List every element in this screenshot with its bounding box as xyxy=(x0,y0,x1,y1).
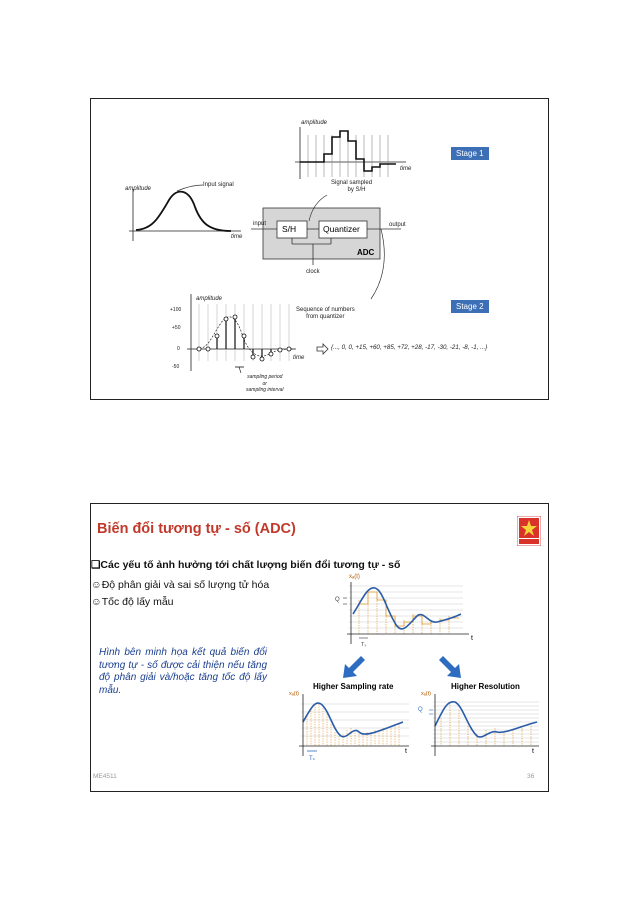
higher-sampling-label: Higher Sampling rate xyxy=(313,682,394,691)
higher-resolution-label: Higher Resolution xyxy=(451,682,520,691)
sequence-line2: from quantizer xyxy=(306,314,345,320)
plot-higher-sampling xyxy=(299,694,409,756)
signal-sampled-label xyxy=(331,180,372,194)
footer-course-code: ME4511 xyxy=(93,773,117,780)
input-signal-plot xyxy=(129,185,241,241)
figure-caption: Hình bên minh họa kết quả biến đổi tương tự - số được cải thiện nếu tăng độ phân giải và/hoặc tăng tốc độ lấy mẫu. xyxy=(99,647,267,696)
y-tick-0: 0 xyxy=(177,346,180,352)
section-heading: ❑Các yếu tố ảnh hưởng tới chất lượng biến đổi tương tự - số xyxy=(91,559,401,571)
slide-title: Biến đổi tương tự - số (ADC) xyxy=(97,521,296,537)
pointer-arrow-icon xyxy=(317,344,328,354)
ts-label-top: Tₛ xyxy=(361,642,367,648)
xa-label-top: xₐ(t) xyxy=(349,574,360,580)
adc-block xyxy=(251,195,401,299)
time-label-top: time xyxy=(400,166,412,172)
input-label: input xyxy=(253,221,267,227)
amplitude-label-left: amplitude xyxy=(125,186,152,192)
sampling-line3: sampling interval xyxy=(246,387,284,393)
t-label-bottom-left: t xyxy=(405,748,407,755)
output-label: output xyxy=(389,222,406,228)
clock-label: clock xyxy=(306,269,320,275)
sampling-period-label xyxy=(246,374,284,394)
sequence-line1: Sequence of numbers xyxy=(296,307,355,313)
adc-diagram xyxy=(91,99,550,401)
bullet-resolution: ☺Độ phân giải và sai số lượng tử hóa xyxy=(91,579,270,591)
sampling-line1: sampling period xyxy=(247,374,283,380)
xa-label-right: xₐ(t) xyxy=(421,691,431,697)
arrow-down-right-icon xyxy=(439,656,461,678)
ts-label-bottom: Tₛ xyxy=(309,756,315,762)
y-tick-minus50: -50 xyxy=(172,364,180,370)
y-tick-100: +100 xyxy=(170,307,182,313)
footer-page-number: 36 xyxy=(527,773,535,780)
slide-adc-quality xyxy=(90,503,549,792)
signal-sampled-line1: Signal sampled xyxy=(331,180,373,186)
bullet-sampling-rate: ☺Tốc độ lấy mẫu xyxy=(91,596,174,608)
stage2-plot xyxy=(187,294,296,373)
arrow-down-left-icon xyxy=(343,656,365,678)
sequence-label xyxy=(296,307,355,321)
number-sequence: {..., 0, 0, +15, +60, +85, +72, +28, -17, -30, -21, -8, -1, ...} xyxy=(331,344,488,351)
y-tick-50: +50 xyxy=(172,325,181,331)
t-label-top: t xyxy=(471,635,473,642)
quantizer-block: Quantizer xyxy=(323,224,360,234)
stage1-plot xyxy=(295,127,406,179)
sampling-figures xyxy=(91,504,550,793)
xa-label-left: xₐ(t) xyxy=(289,691,299,697)
slide-adc-stages xyxy=(90,98,549,400)
plot-original xyxy=(343,582,469,644)
sampling-line2: or xyxy=(262,380,267,387)
q-label-bottom: Q xyxy=(418,707,423,713)
stage2-badge: Stage 2 xyxy=(451,300,489,313)
plot-higher-resolution xyxy=(429,694,539,756)
amplitude-label-bottom: amplitude xyxy=(196,296,223,302)
time-label-left: time xyxy=(231,234,243,240)
sh-block: S/H xyxy=(282,224,297,234)
time-label-bottom: time xyxy=(293,355,305,361)
amplitude-label-top: amplitude xyxy=(301,120,328,126)
stage1-badge: Stage 1 xyxy=(451,147,489,160)
signal-sampled-line2: by S/H xyxy=(347,187,366,193)
input-signal-label: Input signal xyxy=(203,182,234,188)
q-label-top: Q xyxy=(335,597,340,603)
adc-label: ADC xyxy=(357,248,375,257)
t-label-bottom-right: t xyxy=(532,748,534,755)
